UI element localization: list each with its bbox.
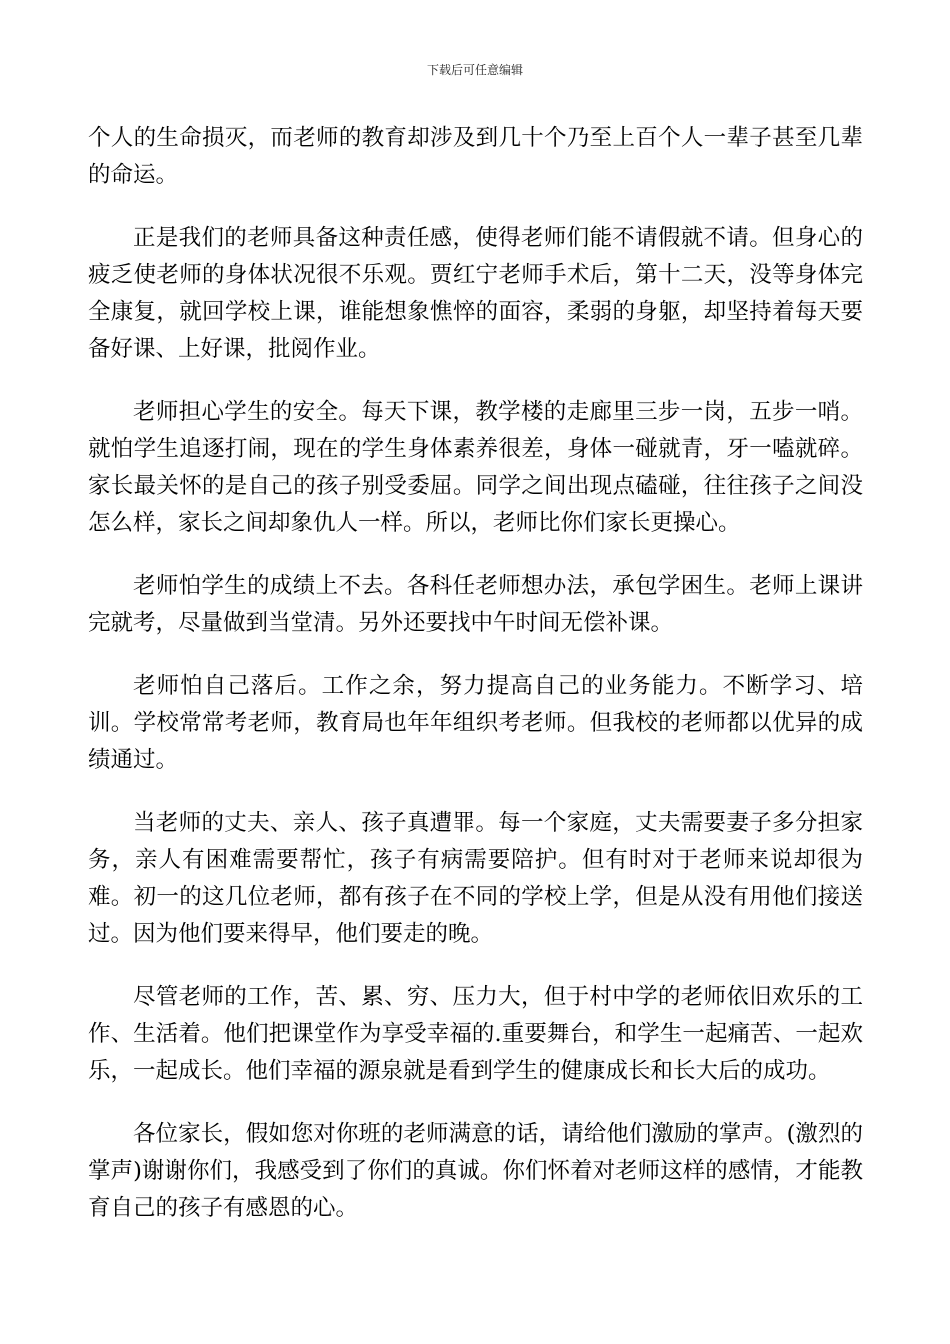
paragraph-7: 尽管老师的工作，苦、累、穷、压力大，但于村中学的老师依旧欢乐的工作、生活着。他们把课堂作为享受幸福的.重要舞台，和学生一起痛苦、一起欢乐，一起成长。他们幸福的源泉就是看到学生的健康成长和长大后的成功。 — [88, 984, 863, 1084]
paragraph-5: 老师怕自己落后。工作之余，努力提高自己的业务能力。不断学习、培训。学校常常考老师，教育局也年年组织考老师。但我校的老师都以优异的成绩通过。 — [88, 673, 863, 773]
page-header-note: 下载后可任意编辑 — [426, 63, 523, 77]
document-body — [88, 120, 863, 1253]
paragraph-1: 个人的生命损灭，而老师的教育却涉及到几十个乃至上百个人一辈子甚至几辈的命运。 — [88, 125, 863, 188]
paragraph-3: 老师担心学生的安全。每天下课，教学楼的走廊里三步一岗，五步一哨。就怕学生追逐打闹，现在的学生身体素养很差，身体一碰就青，牙一嗑就碎。家长最关怀的是自己的孩子别受委屈。同学之间出现点磕碰，往往孩子之间没怎么样，家长之间却象仇人一样。所以，老师比你们家长更操心。 — [88, 399, 863, 536]
paragraph-4: 老师怕学生的成绩上不去。各科任老师想办法，承包学困生。老师上课讲完就考，尽量做到当堂清。另外还要找中午时间无偿补课。 — [88, 573, 863, 636]
paragraph-8: 各位家长，假如您对你班的老师满意的话，请给他们激励的掌声。(激烈的掌声)谢谢你们，我感受到了你们的真诚。你们怀着对老师这样的感情，才能教育自己的孩子有感恩的心。 — [88, 1121, 863, 1221]
paragraph-6: 当老师的丈夫、亲人、孩子真遭罪。每一个家庭，丈夫需要妻子多分担家务，亲人有困难需要帮忙，孩子有病需要陪护。但有时对于老师来说却很为难。初一的这几位老师，都有孩子在不同的学校上学，但是从没有用他们接送过。因为他们要来得早，他们要走的晚。 — [88, 810, 863, 947]
paragraph-2: 正是我们的老师具备这种责任感，使得老师们能不请假就不请。但身心的疲乏使老师的身体状况很不乐观。贾红宁老师手术后，第十二天，没等身体完全康复，就回学校上课，谁能想象憔悴的面容，柔弱的身躯，却坚持着每天要备好课、上好课，批阅作业。 — [88, 225, 863, 362]
